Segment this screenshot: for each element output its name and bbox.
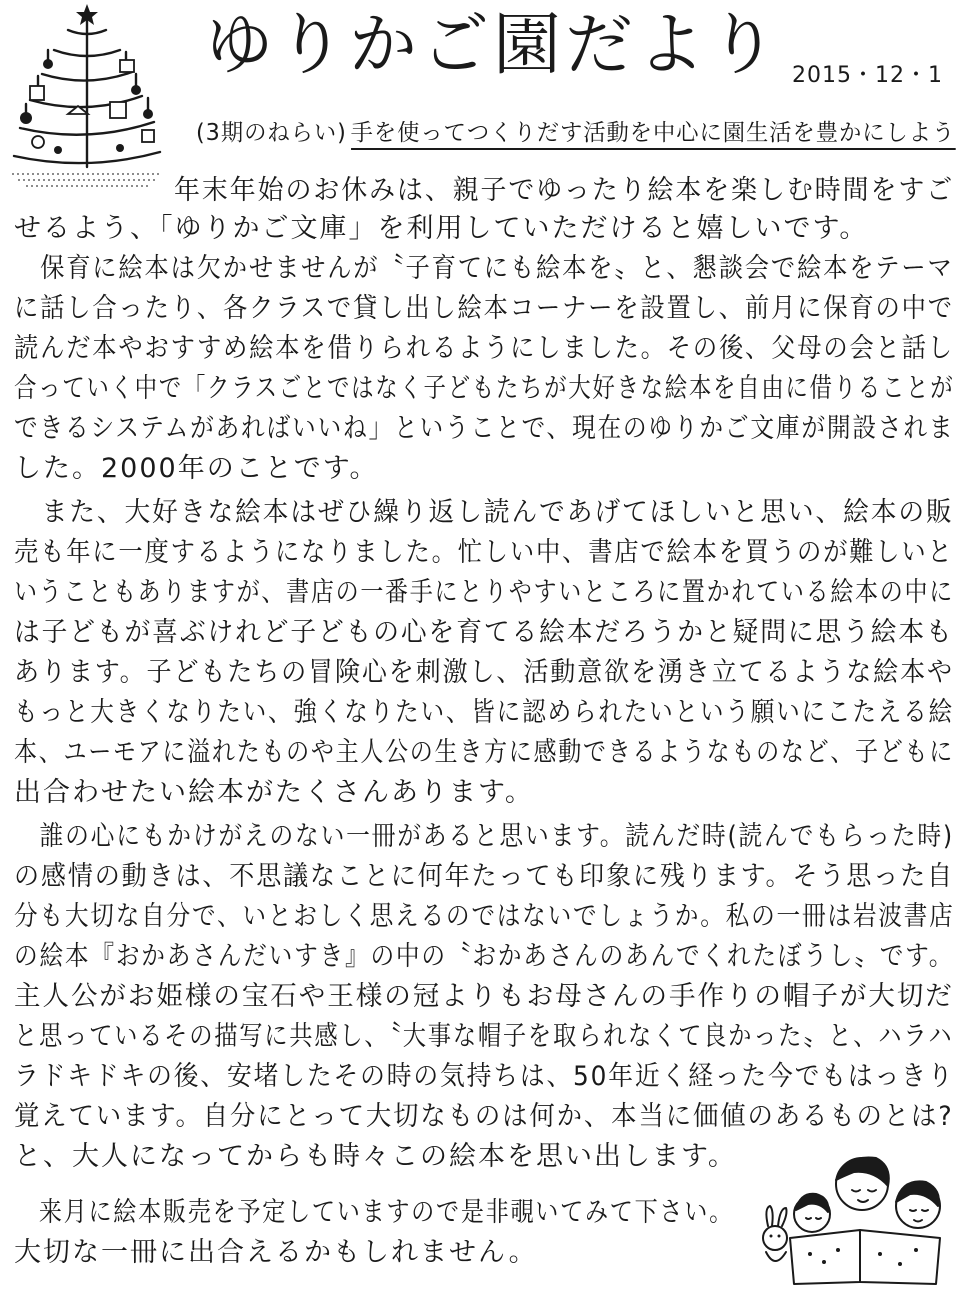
christmas-tree-icon: [8, 2, 166, 192]
text-line: 本、ユーモアに溢れたものや主人公の生き方に感動できるようなものなど、子どもに: [14, 737, 955, 768]
text-line: いうこともありますが、書店の一番手にとりやすいところに置かれている絵本の中に: [14, 577, 955, 608]
text-line: 覚えています。自分にとって大切なものは何か、本当に価値のあるものとは?: [14, 1101, 954, 1132]
text-line: 誰の心にもかけがえのない一冊があると思います。読んだ時(読んでもらった時): [14, 821, 954, 852]
text-line: 大切な一冊に出合えるかもしれません。: [14, 1237, 538, 1268]
text-line: 出合わせたい絵本がたくさんあります。: [14, 777, 534, 808]
text-line: の感情の動きは、不思議なことに何年たっても印象に残ります。そう思った自: [14, 861, 954, 892]
term-aim-text: 手を使ってつくりだす活動を中心に園生活を豊かにしよう: [351, 120, 956, 150]
text-line: せるよう、「ゆりかご文庫」を利用していただけると嬉しいです。: [14, 213, 869, 244]
text-line: 読んだ本やおすすめ絵本を借りられるようにしました。その後、父母の会と話し: [14, 333, 954, 364]
text-line: また、大好きな絵本はぜひ繰り返し読んであげてほしいと思い、絵本の販: [14, 497, 954, 528]
text-line: と思っているその描写に共感し、〝大事な帽子を取られなくて良かった〟と、ハラハ: [14, 1021, 954, 1052]
text-line: に話し合ったり、各クラスで貸し出し絵本コーナーを設置し、前月に保育の中で: [14, 293, 954, 324]
text-line: 主人公がお姫様の宝石や王様の冠よりもお母さんの手作りの帽子が大切だ: [14, 981, 954, 1012]
text-line: あります。子どもたちの冒険心を刺激し、活動意欲を湧き立てるような絵本や: [14, 657, 954, 688]
text-line: 合っていく中で「クラスごとではなく子どもたちが大好きな絵本を自由に借りることが: [14, 373, 955, 404]
issue-date: 2015・12・1: [792, 63, 943, 88]
text-line: できるシステムがあればいいね」ということで、現在のゆりかご文庫が開設されま: [14, 413, 955, 444]
term-aim-label: (3期のねらい): [196, 120, 347, 146]
text-line: した。2000年のことです。: [14, 453, 379, 484]
text-line: 保育に絵本は欠かせませんが〝子育てにも絵本を〟と、懇談会で絵本をテーマ: [14, 253, 954, 284]
text-line: 分も大切な自分で、いとおしく思えるのではないでしょうか。私の一冊は岩波書店: [14, 901, 955, 932]
text-line: ラドキドキの後、安堵したその時の気持ちは、50年近く経った今でもはっきり: [14, 1061, 955, 1092]
text-line: 年末年始のお休みは、親子でゆったり絵本を楽しむ時間をすご: [174, 175, 955, 206]
text-line: の絵本『おかあさんだいすき』の中の〝おかあさんのあんでくれたぼうし〟です。: [14, 941, 955, 972]
text-line: は子どもが喜ぶけれど子どもの心を育てる絵本だろうかと疑問に思う絵本も: [14, 617, 954, 648]
text-line: 来月に絵本販売を予定していますので是非覗いてみて下さい。: [14, 1197, 734, 1228]
text-line: もっと大きくなりたい、強くなりたい、皆に認められたいという願いにこたえる絵: [14, 697, 954, 728]
newsletter-title: ゆりかご園だより: [205, 6, 782, 85]
text-line: 売も年に一度するようになりました。忙しい中、書店で絵本を買うのが難しいと: [14, 537, 954, 568]
term-aim: [196, 114, 955, 147]
text-line: と、大人になってからも時々この絵本を思い出します。: [14, 1141, 737, 1172]
parent-children-reading-icon: [750, 1150, 962, 1286]
